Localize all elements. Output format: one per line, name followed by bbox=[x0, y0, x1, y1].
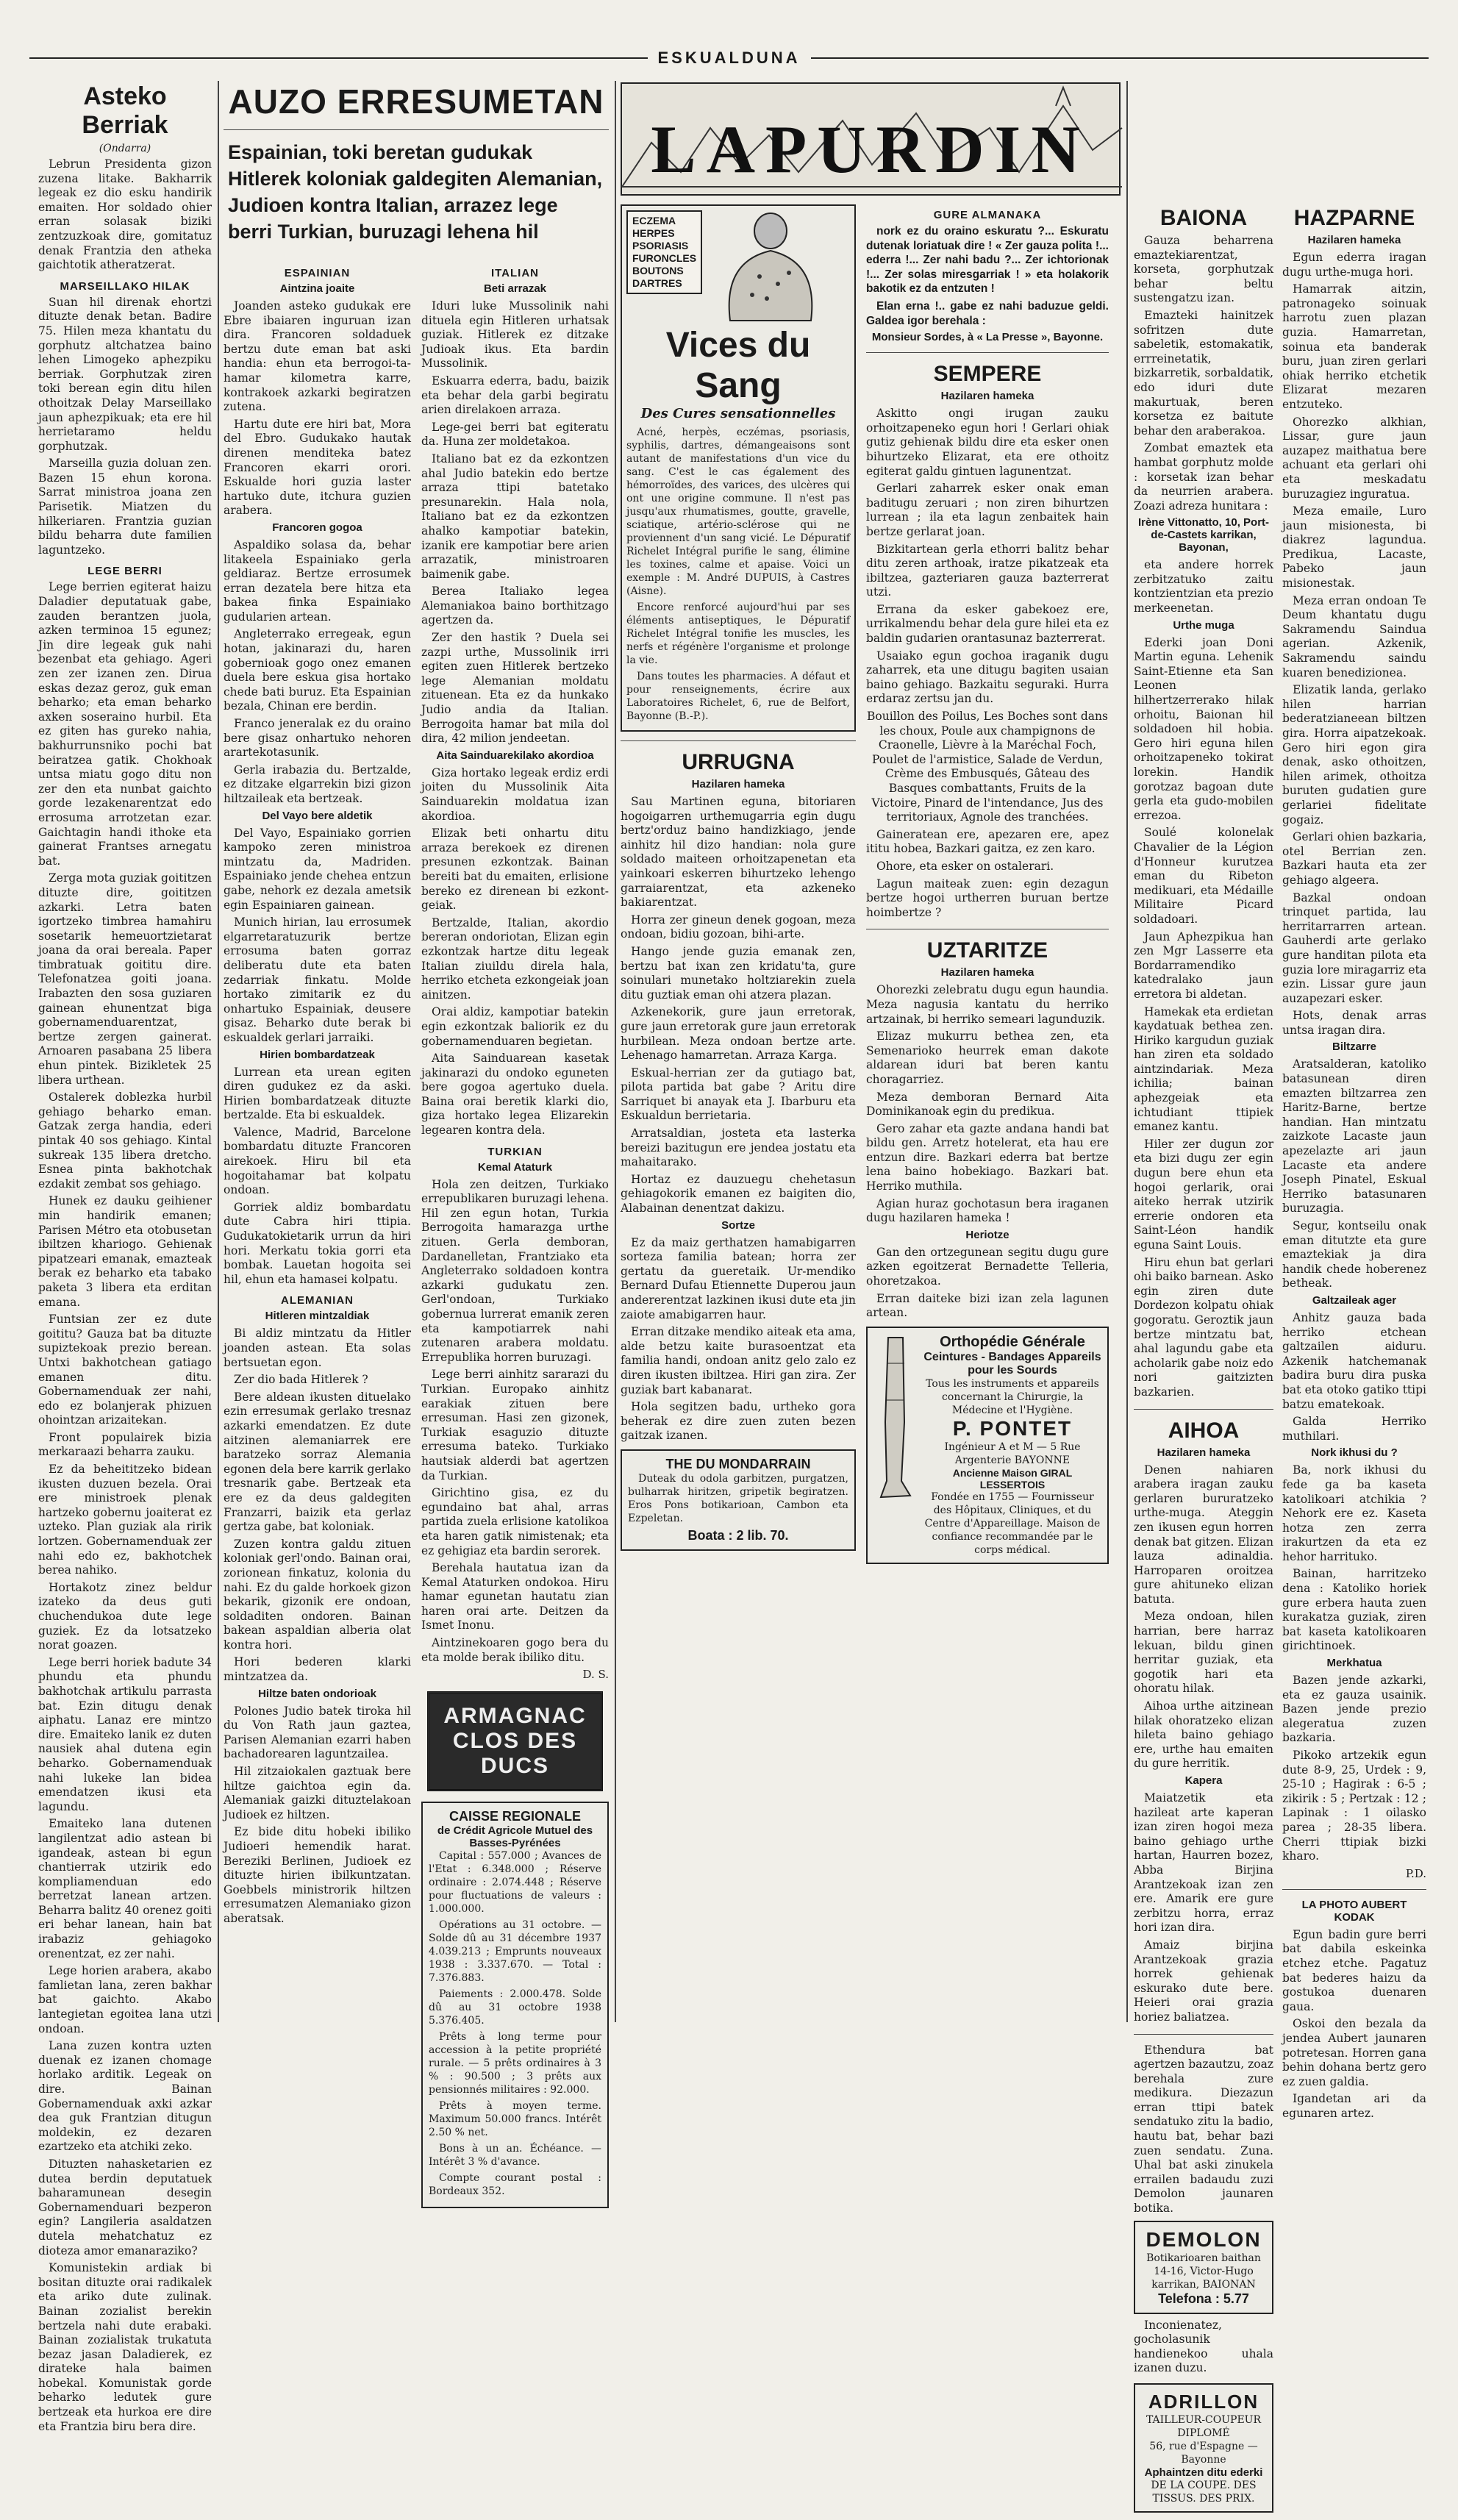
subhead: Sortze bbox=[721, 1218, 755, 1232]
subhead: Kapera bbox=[1184, 1774, 1223, 1787]
section-title: Asteko Berriak bbox=[82, 82, 168, 139]
masthead-rule bbox=[29, 49, 1429, 74]
paragraph: Galda Herriko muthilari. bbox=[1282, 1415, 1426, 1443]
paragraph: Lege berri horiek badute 34 phundu eta phundu bakhotchak artikulu parrasta bat. Ezin ditugu denak aiphatu. Lanaz ere mintzo dire. Emaiteko lanik ez duten nausiek ahal dutena egin beharko. Gobernamenduak nahi lukeke lan bidea emendatzen ikusi eta lagundu. bbox=[38, 1655, 212, 1813]
ailment: BOUTONS bbox=[632, 265, 684, 276]
paragraph: Hiru ehun bat gerlari ohi baiko barnean. Asko egin ziren dute Dordezon kolpatu ohiak gogoratu. Geroztik jaun bertze mintzatu bat, ahal lagundu gabe eta acholarik gabe noiz edo nori gaitzizten bazkarien. bbox=[1134, 1255, 1273, 1399]
advert-mondarrain bbox=[621, 1449, 856, 1551]
advert-text: Acné, herpès, eczémas, psoriasis, syphilis, dartres, démangeaisons sont autant de manifestations d'un vice du sang. C'est le cas également des hémorroïdes, des varices, des ulcères qui ont une origine commune. Il n'est pas jusqu'aux rhumatismes, goutte, gravelle, sciatique, artério-sclérose qui ne proviennent d'un sang vicié. Le Dépuratif Richelet Intégral purifie le sang, élimine les toxines, calme et apaise. Voici un exemple : M. André DUPUIS, à Castres (Aisne). bbox=[626, 426, 850, 597]
paragraph: Lege berri ainhitz sararazi du Turkian. Europako ainhitz earakiak zituen bere erresuman. Hasi zen gizonek, Turkiak esaguzio dituzte erresuma bateko. Turkiako hautsiak alderdi bat agertzen da Turkian. bbox=[421, 1368, 609, 1482]
paragraph: Angleterrako erregeak, egun hotan, jakinarazi du, haren gobernioak gogo onez emanen duela bere eskua gisa hortako chede bati buruz. Eta Espainian bezala, Chinan ere berdin. bbox=[224, 627, 411, 713]
paragraph: Gaineratean ere, apezaren ere, apez ititu hobea, Bazkari gaitza, ez zen karo. bbox=[866, 827, 1109, 856]
advert-subtitle: de Crédit Agricole Mutuel des Basses-Pyrénées bbox=[437, 1824, 593, 1850]
divider bbox=[621, 740, 856, 741]
ailment: PSORIASIS bbox=[632, 240, 689, 251]
paragraph: Joanden asteko gudukak ere Ebre ibaiaren inguruan izan dira. Francoren soldaduek bertzu dute eman bat aski handia: ehun eta berrogoi-ta-hamar kilometra karre, kontrakoek azkarki begiratzen zutena. bbox=[224, 299, 411, 414]
paragraph: eta andere horrek zerbitzatuko zaitu kontzientzian eta prezio merkeenetan. bbox=[1134, 558, 1273, 615]
signature: P.D. bbox=[1405, 1866, 1426, 1880]
address: Monsieur Sordes, à « La Presse », Bayonne. bbox=[871, 331, 1104, 344]
paragraph: Bainan, harritzeko dena : Katoliko horiek gure erbera hauta zuen kurakatza guziak, ziren bat kaseta katolikoaren girichtinoek. bbox=[1282, 1567, 1426, 1653]
advert-text: Opérations au 31 octobre. — Solde dû au 31 décembre 1937 4.039.213 ; Emprunts nouveaux 1938 : 3.337.670. — Total : 7.376.883. bbox=[429, 1919, 601, 1985]
advert-text: Encore renforcé aujourd'hui par ses éléments antiseptiques, le Dépuratif Richelet Intégral tonifie les muscles, les nerfs et régénère l'organisme et prolonge la vie. bbox=[626, 602, 850, 666]
advert-text: 56, rue d'Espagne — Bayonne bbox=[1149, 2441, 1258, 2466]
advert-text: Prêts à long terme pour accession à la petite propriété rurale. — 5 prêts ordinaires à 3 % : 90.500 ; 3 prêts aux pensionnés militaires : 92.000. bbox=[429, 2031, 601, 2096]
paragraph: Zerga mota guziak goititzen dituzte dire, goititzen azkarki. Letra baten igortzeko timbrea hamahiru sosetarik hemeuortzietarat joana da orai bereala. Paper timbratuak goititu dire. Telefonatzea goiti joana. Irabazten den sosa guziaren gainean ehunentzat biga gobernamenduarentzat, bertze zergen gainerat. Arnoaren pasabana 25 libera ehun pintek. Bizikletek 25 libera urthean. bbox=[38, 871, 212, 1087]
subcolumn-right bbox=[866, 201, 1109, 1570]
paragraph: Hortaz ez dauzuegu chehetasun gehiagokorik emanen ez baigiten dio, Alabainan denentzat dakizu. bbox=[621, 1172, 856, 1216]
paragraph: Ez bide ditu hobeki ibiliko Judioeri hemendik harat. Bereziki Berlinen, Judioek ez dituzte hirien ibilkuntzatan. Goebbels ministrorik hiltzen erresumatzen Alemaniako gizon aberatsak. bbox=[224, 1825, 411, 1925]
paragraph: Bazkal ondoan trinquet partida, lau herritarrarren artean. Gauherdi arte gerlako gure handitan pilota eta guzia lore miragarriz eta ezin. Lissar gure jaun auzapezari esker. bbox=[1282, 890, 1426, 1005]
paragraph: Gerla irabazia du. Bertzalde, ez ditzake elgarrekin bizi gizon hiltzaileak eta bertzeak. bbox=[224, 763, 411, 805]
paragraph: Lege horien arabera, akabo famlietan lana, zeren bakhar bat gaichto. Akabo lantegietan egoitea lana utzi ondoan. bbox=[38, 1964, 212, 2035]
paragraph: Eskuarra ederra, badu, baizik eta behar dela garbi begiratu arien direlakoen arraza. bbox=[421, 374, 609, 417]
paragraph: Aratsalderan, katoliko batasunean diren emazten biltzarrea zen Haritz-Barne, bertze handian. Han mintzatu zaizkote Lacaste jaun apezelazte ari jaun Lacaste eta andere Joseph Pinatel, Eskual Herriko batasunaren buruzagia. bbox=[1282, 1057, 1426, 1216]
paragraph: Jaun Aphezpikua han zen Mgr Lasserre eta Bordarramendiko katedralako jaun erretora bi aldetan. bbox=[1134, 929, 1273, 1001]
paragraph: Emazteki hainitzek sofritzen dute sabeletik, estomakatik, errreinetatik, bizkarretik, sorbaldatik, edo iduri dute makurtuak, beren korsetza ez baitute behar den araberakoa. bbox=[1134, 308, 1273, 438]
subhead: ITALIAN bbox=[490, 267, 540, 279]
subhead: Hazilaren hameka bbox=[940, 966, 1034, 979]
man-back-illustration bbox=[708, 210, 833, 321]
advert-title: Orthopédie Générale bbox=[940, 1333, 1085, 1350]
paragraph: Gauza beharrena emaztekiarentzat, korseta, gorphutzak behar beltu sustengatzu izan. bbox=[1134, 234, 1273, 305]
paragraph: Ethendura bat agertzen bazautzu, zoaz berehala zure medikura. Diezazun erran ttipi batek sendatuko zitu la badio, hautu bat, behar bazi zuen sendatu. Zuna. Uhal bat aski zinukela errailen badaudu zuzi Demolon jaunaren botika. bbox=[1134, 2043, 1273, 2216]
paragraph: Del Vayo, Espainiako gorrien kampoko zeren ministroa mintzatu da, Madriden. Espainiako jende chehea entzun gabe, nehork ez dezala ametsik egin Espainiaren gainean. bbox=[224, 826, 411, 912]
paragraph: Front populairek bizia merkaraazi beharra zauku. bbox=[38, 1430, 212, 1459]
advert-title: ADRILLON bbox=[1148, 2391, 1259, 2413]
paragraph: Aintzinekoaren gogo bera du eta molde berak ibiliko ditu. bbox=[421, 1636, 609, 1664]
paragraph: Elizaz mukurru bethea zen, eta Semenarioko heurrek eman dakote aldarean iduri bat beren kantu choragarriez. bbox=[866, 1029, 1109, 1086]
subhead: ESPAINIAN bbox=[284, 267, 351, 279]
subhead: Hirien bombardatzeak bbox=[260, 1048, 375, 1061]
advert-text: Dans toutes les pharmacies. A défaut et pour renseignements, écrire aux Laboratoires Richelet, 6, rue de Belfort, Bayonne (B.-P.). bbox=[626, 671, 850, 722]
paragraph: Maiatzetik eta hazileat arte kaperan izan ziren hogoi meza baino gehiago urthe hartan, Haurren bozez, Abba Birjina Arantzekoak izan zen ere. Amarik ere gure zerbitzu horra, erraz hori izan dira. bbox=[1134, 1791, 1273, 1935]
section-title: AIHOA bbox=[1168, 1418, 1240, 1443]
paragraph: Bere aldean ikusten dituelako ezin erresumak gerlako tresnaz azkarki emendatzen. Ez dute aitzinen alemaniarrek ere baratzeko sorraz Alemania egonen dela bere karrik gerlako tresnarik gabe. Bertzeak eta ere ez da deus galdegiten Franzarri, baizik eta gerlaz gertza gabe, bat koloniak. bbox=[224, 1390, 411, 1534]
advert-title: THE DU MONDARRAIN bbox=[665, 1456, 811, 1471]
paragraph: Emaiteko lana dutenen langilentzat adio astean bi igandeak, astean bi egun chantierrak utzirik edo kompliamenduan edo berretzat lanean artzen. Beharra balitz 40 orenez goiti eri behar lanean, hain bat irabaziz gehiagoko orenentzat, ez zer nahi. bbox=[38, 1817, 212, 1960]
paragraph: Bizkitartean gerla ethorri balitz behar ditu zeren arthoak, iratze pikatzeak eta ibiltzea, gazteriaren gauza bazterrerat utzi. bbox=[866, 542, 1109, 599]
paragraph: Hil zitzaiokalen gaztuak bere hiltze gaichtoa egin da. Alemaniak gaizki dituztelakoan Judioek ez hiltzen. bbox=[224, 1765, 411, 1821]
paragraph: Hango jende guzia emanak zen, bertzu bat ixan zen kridatu'ta, gure soinulari munetako holtziarekin zuela ditu guztiak eman ohi atzera plazan. bbox=[621, 944, 856, 1002]
advert-price: Boata : 2 lib. 70. bbox=[687, 1527, 789, 1543]
paragraph: Ohore, eta esker on ostalerari. bbox=[876, 859, 1054, 873]
paragraph: Errana da esker gabekoez ere, urrikalmendu behar dela gure hilei eta ez baldin gudarien orantasunaz bazterrerat. bbox=[866, 602, 1109, 646]
two-column-body bbox=[224, 260, 609, 2213]
lapurdin-title: LAPURDIN bbox=[651, 112, 1090, 187]
subhead: Beti arrazak bbox=[483, 282, 547, 295]
paragraph: Meza erran ondoan Te Deum khantatu dugu Sakramendu Saindua agerian. Azkenik, Sakramendu saindu kuaren benedizionea. bbox=[1282, 593, 1426, 679]
subcolumn-left bbox=[224, 260, 411, 2213]
paragraph: Elizatik landa, gerlako hilen harrian bederatzianeean biltzen gira. Horra aipatzekoak. Gero hiri egon gira denak, asko othoitzen, hilen arimek, othoitza buruten gudatien gure gerlariei fidelitate gogaiz. bbox=[1282, 683, 1426, 827]
paragraph: Agian huraz gochotasun bera iraganen dugu hazilaren hameka ! bbox=[866, 1196, 1109, 1225]
paragraph: Munich hirian, lau errosumek elgarretaratuzurik bertze errosuma baten gorraz deliberatu dute eta baten zedarriak finkatu. Molde hortako zimitarik ez du onhartuko Espainiak, deusere gisaz. Beharko dute berak bi eskualdek gerlari jarraiki. bbox=[224, 915, 411, 1044]
column-auzo-erresumetan bbox=[224, 82, 609, 2198]
advert-text: Compte courant postal : Bordeaux 352. bbox=[429, 2172, 601, 2198]
ailments-box bbox=[626, 210, 702, 294]
advert-text: Botikarioaren baithan bbox=[1146, 2252, 1261, 2264]
byline: (Ondarra) bbox=[99, 143, 151, 154]
paragraph: Hamekak eta erdietan kaydatuak bethea zen. Hiriko kargudun guziak han ziren eta soldado aintzindariak. Meza ichilia; bainan aphezgeiak eta ichtudiant ttipiek emanez kantu. bbox=[1134, 1004, 1273, 1134]
paragraph: Azkenekorik, gure jaun erretorak, gure jaun erretorak gure jaun erretorak hurbilean. Meza ondoan bertze arte. Lehenago hamarretan. Arraza Karga. bbox=[621, 1005, 856, 1063]
paragraph: Erran daiteke bizi izan zela lagunen artean. bbox=[866, 1291, 1109, 1320]
divider bbox=[1134, 1409, 1273, 1410]
paragraph: Italiano bat ez da ezkontzen ahal Judio batekin edo bertze arraza ttipi batetako presunarekin. Hala nola, Italiano bat ez da ezkontzen ahalko kampotiar batekin, izanik ere kampotiar bere arien arrazatik, ministroaren baimenik gabe. bbox=[421, 451, 609, 581]
lapurdin-banner bbox=[621, 82, 1121, 196]
section-title: URRUGNA bbox=[682, 750, 795, 774]
paragraph: Soulé kolonelak Chavalier de la Légion d'Honneur kurutzea eman du Ribeton medikuari, eta Médaille Militaire Picard soldadoari. bbox=[1134, 826, 1273, 926]
advert-text: Tous les instruments et appareils concernant la Chirurgie, la Médecine et l'Hygiène. bbox=[926, 1377, 1099, 1416]
subhead: Francoren gogoa bbox=[272, 521, 362, 534]
paragraph: Hola segitzen badu, urtheko gora beherak ez dire zuen zuten bezen gaitzak izanen. bbox=[621, 1400, 856, 1443]
subcolumn-left bbox=[621, 201, 856, 1570]
subhead: TURKIAN bbox=[487, 1145, 543, 1158]
paragraph: Giza hortako legeak erdiz erdi joiten du Mussolinik Aita Sainduarekin moldatua izan akordioa. bbox=[421, 765, 609, 823]
paragraph: Eskual-herrian zer da gutiago bat, pilota partida bat gabe ? Aritu dire Sarriquet bi anayak eta J. Ibarburu eta Eskualdun berrietaria. bbox=[621, 1066, 856, 1123]
subhead: ALEMANIAN bbox=[281, 1294, 354, 1307]
paragraph: Ostalerek doblezka hurbil gehiago beharko eman. Gatzak zerga handia, ederi pintak 40 sos gehiago. Kintal sukreak 135 libera dretcho. Esnea pinta bakhotchak ezdakit zembat sos gehiago. bbox=[38, 1091, 212, 1191]
subhead: Galtzaileak ager bbox=[1312, 1293, 1397, 1307]
section-title: SEMPERE bbox=[933, 362, 1042, 387]
ailment: DARTRES bbox=[632, 277, 682, 289]
advert-text: TAILLEUR-COUPEUR DIPLOMÉ bbox=[1146, 2414, 1262, 2439]
paragraph: Gerlari zaharrek esker onak eman baditugu zeruari ; non ziren bihurtzen lurrean ; ila eta lagun zenbaitek hain bertze gerlarat joan. bbox=[866, 482, 1109, 538]
paragraph: Gero zahar eta gazte andana handi bat bildu gen. Arretz hotelerat, eta hau ere entzun dire. Bazkari ederra bat bertze lena baino hobekiago. Bazkari bat. Herriko muthila. bbox=[866, 1121, 1109, 1193]
paragraph: Orai aldiz, kampotiar batekin egin ezkontzak baliorik ez du gobernamenduaren begietan. bbox=[421, 1005, 609, 1048]
paragraph: Gan den ortzegunean segitu dugu gure azken egoitzerat Bernadette Telleria, ohoretzakoa. bbox=[866, 1245, 1109, 1288]
advert-text: Aphaintzen ditu ederki bbox=[1144, 2466, 1263, 2479]
ailment: HERPES bbox=[632, 227, 675, 239]
advert-text: DE LA COUPE. DES TISSUS. DES PRIX. bbox=[1151, 2480, 1257, 2505]
paragraph: Ez da beheititzeko bidean ikusten duzuen bezela. Orai ere ministroek plenak hartzeko gobernu joaiterat ez uzteko. Plan guziak ala ririk lortzen. Gobernamenduak zer nahi edo ez, bakhotchek berea nahiko. bbox=[38, 1463, 212, 1577]
column-rule bbox=[1126, 81, 1128, 2022]
paragraph: nork ez du oraino eskuratu ?... Eskuratu dutenak loriatuak dire ! « Zer gauza polita !... ederra !... Zer nahi badu ?... Zer ichtorionak !... Zer solas miresgarriak ! » eta holakorik bakotik ez da entzuten ! bbox=[866, 225, 1109, 296]
column-lapurdin-right bbox=[1134, 82, 1428, 2505]
advert-title: CAISSE REGIONALE bbox=[449, 1809, 582, 1824]
subhead: MARSEILLAKO HILAK bbox=[60, 279, 190, 293]
subhead: LEGE BERRI bbox=[87, 565, 162, 578]
subhead: Hazilaren hameka bbox=[1307, 234, 1401, 246]
paragraph: Lana zuzen kontra uzten duenak ez izanen chomage horlako arditik. Legeak on dire. Bainan Gobernamenduak axki azkar dea guk Frantzian ditugun moldekin, ez dezaren ezartzeko eta atchiki zeko. bbox=[38, 2039, 212, 2154]
paragraph: Meza ondoan, hilen harrian, bere harraz lekuan, bildu ginen herritar guziak, eta gogotik hari eta ohoratu hilak. bbox=[1134, 1610, 1273, 1696]
paragraph: Aspaldiko solasa da, behar litakeela Espainiako gerla geldiaraz. Bertze errosumek erran dezatela bere hitza eta bakea finka Espainiako gudularien artean. bbox=[224, 538, 411, 624]
paragraph: Oskoi den bezala da jendea Aubert jaunaren potretesan. Horren gana behin dohana bertz gero ez zuen galdia. bbox=[1282, 2017, 1426, 2088]
subhead: LA PHOTO AUBERT KODAK bbox=[1301, 1898, 1407, 1924]
paragraph: Ez da maiz gerthatzen hamabigarren sorteza familia batean; horra zer gertatu da gueretaik. Ur-mendiko Bernard Dufau Etiennette Duperou jaun andererentzat lazkinen ikusi dute eta jin zaiote amabigarren haur. bbox=[621, 1235, 856, 1321]
column-rule bbox=[615, 81, 616, 2022]
paragraph: Hiler zer dugun zor eta bizi dugu zer egin dugun bere ehun eta hogoi gerlarik, orai aiteko herrak utzirik errerie ondoren eta Saint-Léon handik eguna Saint Louis. bbox=[1134, 1137, 1273, 1252]
advert-subtitle: Ceintures - Bandages Appareils pour les Sourds bbox=[923, 1350, 1101, 1377]
advert-demolon bbox=[1134, 2221, 1273, 2314]
paragraph: Hartu dute ere hiri bat, Mora del Ebro. Gudukako hautak direnen menditeka batez Francoren ekarri orori. Eskualde hori guzia laster hartuko dute, itchura guzien arabera. bbox=[224, 417, 411, 518]
paragraph: Zer den hastik ? Duela sei zazpi urthe, Mussolinik irri egiten zuen Hitlerek bertzeko lege Alemanian moldatu zituenean. Eta ez da hunkako Judio andia da Italian. Berrogoita hamar bat mila dol dira, 42 milion jendeetan. bbox=[421, 631, 609, 746]
two-column-body bbox=[1134, 200, 1428, 2520]
paragraph: Hori bederen klarki mintzatzea da. bbox=[224, 1655, 411, 1684]
advert-text: Prêts à moyen terme. Maximum 50.000 francs. Intérêt 2.50 % net. bbox=[429, 2100, 601, 2139]
advert-orthopedie bbox=[866, 1327, 1109, 1564]
column-lapurdin-left bbox=[621, 82, 1121, 2009]
paragraph: Hortakotz zinez beldur izateko da deus guti chuchendukoa dute lege guziek. Ez da lotsatzeko norat goazen. bbox=[38, 1580, 212, 1652]
masthead-title: ESKUALDUNA bbox=[648, 49, 811, 68]
section-title: BAIONA bbox=[1159, 206, 1248, 230]
paragraph: Berea Italiako legea Alemaniakoa baino borthitzago agertzen da. bbox=[421, 585, 609, 627]
paragraph: Egun badin gure berri bat dabila eskeinka etchez etche. Pagatuz bat bederes haizu da gostukoa duenaren gaua. bbox=[1282, 1927, 1426, 2013]
paragraph: Valence, Madrid, Barcelone bombardatu dituzte Francoren airekoek. Hiru bil eta hogoitahamar bat kolpatu ondoan. bbox=[224, 1125, 411, 1197]
section-title: AUZO ERRESUMETAN bbox=[228, 82, 604, 121]
advert-text: Ingénieur A et M — 5 Rue Argenterie BAYONNE bbox=[944, 1441, 1081, 1466]
advert-text: Capital : 557.000 ; Avances de l'Etat : 6.348.000 ; Réserve ordinaire : 2.074.448 ; Réserve pour fluctuations de valeurs : 1.000.000. bbox=[429, 1850, 601, 1916]
paragraph: Bertzalde, Italian, akordio bereran ondoriotan, Elizan egin ezkontzak hartze ditu legeak Italian ziuildu direla hala, herriko etcheta ezkongeiak joan ainitzen. bbox=[421, 915, 609, 1002]
paragraph: Gerlari ohien bazkaria, otel Berrian zen. Bazkari hauta eta zer gehiago algeera. bbox=[1282, 830, 1426, 887]
subhead: GURE ALMANAKA bbox=[933, 209, 1042, 221]
subhead: Hazilaren hameka bbox=[1157, 1446, 1251, 1459]
advert-name: P. PONTET bbox=[952, 1416, 1073, 1440]
subhead: Hitleren mintzaldiak bbox=[265, 1310, 370, 1323]
divider bbox=[224, 129, 609, 130]
paragraph: Dituzten nahasketarien ez dutea berdin deputatuek baharamunean desegin Gobernamenduari bezperon egin? Langileria asaldatzen dutela mehatchatuz ez dioteza amor emanaraziko? bbox=[38, 2157, 212, 2257]
paragraph: Arratsaldian, josteta eta lasterka bereizi bazitugun ere jendea jostatu eta mahaitarako. bbox=[621, 1127, 856, 1169]
advert-title: DEMOLON bbox=[1146, 2227, 1262, 2251]
menu-list: Bouillon des Poilus, Les Boches sont dans les choux, Poule aux champignons de Craonelle, Lièvre à la Maréchal Foch, Poulet de l'armistice, Salade de Verdun, Crème des Embusqués, Gâteau des Basques combattants, Fruits de la Victoire, Pinard de l'intendance, Jus des territoriaux, Agnole des tranchées. bbox=[867, 710, 1108, 824]
advert-text: Paiements : 2.000.478. Solde dû au 31 octobre 1938 5.376.405. bbox=[429, 1988, 601, 2027]
paragraph: Bi aldiz mintzatu da Hitler joanden astean. Eta solas bertsuetan egon. bbox=[224, 1327, 411, 1369]
advert-caisse-regionale bbox=[421, 1802, 609, 2208]
paragraph: Hola zen deitzen, Turkiako errepublikaren buruzagi lehena. Hil zen egun hotan, Turkia Berrogoita hamarazga urthe zituen. Gerla demboran, Dardanelletan, Frantziako eta Angleterrako soldadoen kontra azkarki gudukatu zen. Gerl'ondoan, Turkiako gobernua lurrerat emanik zeren eta kampotiarrek nahi zutenaren arabera moldatu. Errepublika horren buruzagi. bbox=[421, 1177, 609, 1364]
paragraph: Pikoko artzekik egun dute 8-9, 25, Urdek : 9, 25-10 ; Hagirak : 6-5 ; zikirik : 5 ; Pertzak : 12 ; Lapinak : 1 oilasko parea ; 28-35 libera. Cherri ttipiak bizki kharo. bbox=[1282, 1749, 1426, 1863]
paragraph: Bazen jende azkarki, eta ez gauza usainik. Bazen jende prezio alegeratua zuzen bazkaria. bbox=[1282, 1674, 1426, 1745]
subhead: Del Vayo bere aldetik bbox=[262, 809, 373, 822]
paragraph: Zombat emaztek eta hambat gorphutz molde : korsetak izan behar da neurrien arabera. Zoazi adreza hunitara : bbox=[1134, 441, 1273, 513]
paragraph: Hunek ez dauku geihiener min handirik emanen; Parisen Métro eta otobusetan ibiltzen khariogo. Gehienak pipatzeari emanak, emazteak berak ez beharko eta tabako paketa 3 libera eta erditan emana. bbox=[38, 1194, 212, 1309]
paragraph: Denen nahiaren arabera iragan zauku gerlaren bururatzeko urthe-muga. Ateggin zen ikusen egun horren denak bat gitzen. Elizan lauza adinaldia. Harroparen oroitzea gure ahituneko elizan batuta. bbox=[1134, 1463, 1273, 1606]
paragraph: Anhitz gauza bada herriko etchean galtzailen aiduru. Azkenik hatchemanak badira buru dira puska bat eta otoko gatiko ttipi batzu ematekoak. bbox=[1282, 1310, 1426, 1411]
paragraph: Segur, kontseilu onak eman ditutzte eta gure emaztekiak ja dira handik chede hoberenez betheak. bbox=[1282, 1219, 1426, 1291]
paragraph: Funtsian zer ez dute goititu? Gauza bat ba dituzte supiztekoak prezio berean. Untxi bakhotchean gatiago emanen ditu. Gobernamenduak zer nahi, edo ez bolanjerak phizuen ohointzan arizaitekan. bbox=[38, 1313, 212, 1427]
subhead: Aintzina joaite bbox=[279, 282, 355, 295]
paragraph: Marseilla guzia doluan zen. Bazen 15 ehun korona. Sarrat ministroa joana zen Parisetik. Miatzen du hilkeriaren. Frantzia guzian bildu beharra dute familien laguntzeko. bbox=[38, 457, 212, 557]
signature: D. S. bbox=[582, 1668, 609, 1682]
subhead: Nork ikhusi du ? bbox=[1311, 1446, 1398, 1460]
paragraph: Aihoa urthe aitzinean hilak ohoratzeko elizan hileta baino gehiago ere, urthe hau emaiten du gure herritik. bbox=[1134, 1699, 1273, 1771]
paragraph: Meza emaile, Luro jaun misionesta, bi diakrez lagundua. Predikua, Lacaste, Pabeko jaun misionestak. bbox=[1282, 504, 1426, 590]
paragraph: Berehala hautatua izan da Kemal Ataturken ondokoa. Hiru hamar egunetan hautatu zian haren orai arte. Deitzen da Ismet Inonu. bbox=[421, 1561, 609, 1632]
subhead: Hazilaren hameka bbox=[691, 778, 785, 790]
advert-text: 14-16, Victor-Hugo karrikan, BAIONAN bbox=[1151, 2265, 1256, 2291]
advert-armagnac: ARMAGNAC CLOS DES DUCS bbox=[427, 1691, 603, 1791]
advert-vices-du-sang bbox=[621, 204, 856, 732]
subhead: Kemal Ataturk bbox=[477, 1160, 553, 1174]
advert-subtitle: Des Cures sensationnelles bbox=[640, 406, 836, 421]
subhead: Aita Sainduarekilako akordioa bbox=[436, 749, 594, 762]
subcolumn-right bbox=[421, 260, 609, 2213]
ailment: ECZEMA bbox=[632, 215, 676, 226]
divider bbox=[1134, 2034, 1273, 2035]
paragraph: Lege-gei berri bat egiteratu da. Huna zer moldetakoa. bbox=[421, 420, 609, 449]
subhead: Heriotze bbox=[965, 1228, 1009, 1241]
paragraph: Komunistekin ardiak bi bositan dituzte orai radikalek eta ariko dute zulinak. Bainan zozialist berekin bertzela nahi dute erabaki. Bainan zozialistak trukatuta bezaz jasan Daladierek, ez dirateke hala baimen hobekal. Komunistak gorde beharko ledutek gure bertzeak eta hurkoa ere dire eta Frantzia biru bera dire. bbox=[38, 2261, 212, 2433]
paragraph: Amaiz birjina Arantzekoak grazia horrek gehienak eskurako dute bere. Heieri orai grazia horiez baliatzea. bbox=[1134, 1938, 1273, 2024]
column-asteko-berriak bbox=[38, 82, 212, 2433]
paragraph: Askitto ongi irugan zauku orhoitzapeneko egun hori ! Gerlari ohiak gutiz gehienak bildu dire eta esker onen bihurtzeko Elizarat, eta ere othoitz egiterat galdu gintuen lagunentzat. bbox=[866, 407, 1109, 478]
lead-headline: Espainian, toki beretan gudukak Hitlerek koloniak galdegiten Alemanian, Judioen kontra Italian, arrazez lege berri Turkian, buruzagi lehena hil bbox=[228, 141, 603, 243]
paragraph: Aita Sainduarean kasetak jakinarazi du ondoko eguneten bere gogoa agertuko duela. Baina orai beretik klarki dio, giza hortako legea Elizarekin legearen kontra dela. bbox=[421, 1052, 609, 1138]
paragraph: Lege berrien egiterat haizu Daladier deputatuak gabe, zauden berantzen juola, azken terminoa 15 egunez; Jin dire legeak guk nahi bezenbat eta gehiago. Ageri zen zer izanen zen. Dirua eskas dezaz geroz, guk eman beharko; eta eman beharko axken soseraino hurbil. Eta ez giten has gureko nahia, bakhurrunsniko pochi bat beiratzea gatik. Chokhoak untsa miatu gogo ditu non zer den eta nunbat gaichto gorde lezakenarentzat edo errosuma arrotzetan ezar. Gaichtagin handi ithoke eta gainerat Frantses arnegatu bat. bbox=[38, 580, 212, 868]
paragraph: Girichtino gisa, ez du egundaino bat ahal, arras partida zuela erlisione katolikoa eta haren gatik nimistenak; eta ez gehigiaz eta bardin serorek. bbox=[421, 1486, 609, 1557]
ailment: FURONCLES bbox=[632, 252, 697, 264]
paragraph: Inconienatez, gocholasunik handienekoo uhala izanen duzu. bbox=[1134, 2318, 1273, 2375]
paragraph: Usaiako egun gochoa iraganik dugu zaharrek, eta une ditugu bagiten usaian baino gehiago. Bazkaitu seguraki. Hurra erdaraz zertsu jan du. bbox=[866, 649, 1109, 706]
divider bbox=[1282, 1889, 1426, 1890]
advert-text: Ancienne Maison GIRAL LESSERTOIS bbox=[952, 1466, 1073, 1491]
subcolumn-right bbox=[1282, 200, 1426, 2520]
paragraph: Lurrean eta urean egiten diren gudukez ez da aski. Hirien bombardatzeak dituzte bertzalde. Eta bi eskualdek. bbox=[224, 1065, 411, 1122]
paragraph: Hots, denak arras untsa iragan dira. bbox=[1282, 1009, 1426, 1037]
divider bbox=[866, 352, 1109, 353]
paragraph: Horra zer gineun denek gogoan, meza ondoan, bidiu gozoan, bihi-arte. bbox=[621, 913, 856, 941]
leg-brace-illustration bbox=[873, 1334, 918, 1503]
paragraph: Lebrun Presidenta gizon zuzena litake. Bakharrik legeak ez dio esku handirik emaiten. Hor soldado ohier erran solasak biziki zentzuzkoak dire, gomitatuz denak Frantzia den atheka gaichtotik atheratzerat. bbox=[38, 157, 212, 272]
paragraph: Gorriek aldiz bombardatu dute Cabra hiri ttipia. Gudukatokietarik urrun da hiri hori. Merkatu tokia gorri eta bombak. Lauetan hogoita sei hil, ehun eta hamasei kolpatu. bbox=[224, 1200, 411, 1286]
paragraph: Erran ditzake mendiko aiteak eta ama, alde betzu kaite burasoentzat eta familia handi, ondoan anitz gelo zalo ez diren ikusten ibiltzea. Hiri gan zira. Zer guziak bart kabanarat. bbox=[621, 1325, 856, 1396]
advert-phone: Telefona : 5.77 bbox=[1158, 2291, 1249, 2306]
paragraph: Meza demboran Bernard Aita Dominikanoak egin du predikua. bbox=[866, 1090, 1109, 1118]
advert-title: Vices du Sang bbox=[665, 326, 811, 405]
advert-text: Duteak du odola garbitzen, purgatzen, bulharrak hiritzen, gripetik begiratzen. Eros Pons botikarioan, Cambon eta Ezpeletan. bbox=[628, 1472, 848, 1524]
subhead: Merkhatua bbox=[1326, 1657, 1382, 1670]
section-title: UZTARITZE bbox=[926, 938, 1048, 963]
subhead: Hiltze baten ondorioak bbox=[258, 1687, 376, 1700]
advert-text: Bons à un an. Échéance. — Intérêt 3 % d'avance. bbox=[429, 2143, 601, 2169]
paragraph: Igandetan ari da egunaren artez. bbox=[1282, 2092, 1426, 2120]
paragraph: Elizak beti onhartu ditu arraza berekoek ez direnen presunen ezkontzak. Bainan bereiti bat du emaiten, erlisione bereko ez direnean bi ezkont-geiak. bbox=[421, 827, 609, 913]
paragraph: Lagun maiteak zuen: egin dezagun bertze hogoi urtherren buruan bertze hoimbertze ? bbox=[866, 877, 1109, 919]
paragraph: Polones Judio batek tiroka hil du Von Rath jaun gaztea, Parisen Alemanian ezarri haben bachadorearen laguntzailea. bbox=[224, 1704, 411, 1761]
paragraph: Ohorezki zelebratu dugu egun haundia. Meza nagusia kantatu du herriko artzainak, bi herriko semeari lagunduzik. bbox=[866, 983, 1109, 1026]
paragraph: Zer dio bada Hitlerek ? bbox=[234, 1373, 368, 1387]
subhead: Biltzarre bbox=[1332, 1041, 1377, 1054]
paragraph: Franco jeneralak ez du oraino bere gisaz onhartuko nehoren arartekotasunik. bbox=[224, 717, 411, 760]
paragraph: Suan hil direnak ehortzi dituzte denak betan. Badire 75. Hilen meza khantatu du gorphutz altchatzea baino lehen Limogeko aphezpiku berriak. Gorphutzak ziren toki berean egin ditu hilen othoitzak Delay Marseillako jaun aphezpikuak; eta ere hil herrietaramo heldu gorphutzak. bbox=[38, 295, 212, 453]
paragraph: Ohorezko alkhian, Lissar, gure jaun auzapez maithatua bere achuant eta gerlari ohi eta meskadatu buruzagiez inguratua. bbox=[1282, 415, 1426, 501]
advert-adrillon bbox=[1134, 2383, 1273, 2513]
section-title: HAZPARNE bbox=[1293, 206, 1415, 230]
paragraph: Zuzen kontra galdu zituen koloniak gerl'ondo. Bainan orai, zorionean finkatuz, kolonia du nahi. Ez du galde horkoek gizon bekarik, gizonik ere ondoan, soldaditen ondoren. Bainan bakean aspaldian alberia olat kontra hori. bbox=[224, 1537, 411, 1652]
paragraph: Egun ederra iragan dugu urthe-muga hori. bbox=[1282, 251, 1426, 279]
paragraph: Sau Martinen eguna, bitoriaren hogoigarren urthemugarria egin dugu bertz'orduz baino handizkiago, jende ainhitz hil dizo handian: nola gure soldado maiteen orhoitzapenetan eta yainkoari eskerren bihurtzeko lehengo garraiarentzat, eta azkeneko bakiarentzat. bbox=[621, 795, 856, 910]
two-column-body bbox=[621, 201, 1121, 1570]
paragraph: Iduri luke Mussolinik nahi dituela egin Hitleren urhatsak guziak. Hitlerek ez ditzake Judioak ikus. Eta bardin Mussolinik. bbox=[421, 299, 609, 371]
advert-text: Fondée en 1755 — Fournisseur des Hôpitaux, Cliniques, et du Centre d'Appareillage. Maison de confiance recommandée par le corps médical. bbox=[924, 1491, 1101, 1556]
paragraph: Elan erna !.. gabe ez nahi baduzue geldi. Galdea igor berehala : bbox=[866, 299, 1109, 327]
paragraph: Ba, nork ikhusi du fede ga ba kaseta katolikoari atchikia ? Nehork ere ez. Kaseta hotza zen zerra irakurtzen da eta ez hehor harrituko. bbox=[1282, 1463, 1426, 1563]
subhead: Hazilaren hameka bbox=[940, 390, 1034, 403]
paragraph: Hamarrak aitzin, patronageko soinuak harrotu zuen plazan guzia. Hamarretan, soinua eta banderak buru, juan ziren gerlari ohiak herriko etchetik Elizarat mezaren entzuteko. bbox=[1282, 282, 1426, 411]
paragraph: Ederki joan Doni Martin eguna. Lehenik Saint-Etienne eta San Leonen hilhertzerrerako hilak orhoitu, Baionan hil soldadoen hil hobia. Gero hiri eguna hilen orhoitzapeneko tokirat lorekin. Handik gorotzaz bagoan dute gerla eta gudo-mobilen errezoa. bbox=[1134, 635, 1273, 822]
subcolumn-left bbox=[1134, 200, 1273, 2520]
subhead: Urthe muga bbox=[1173, 618, 1234, 632]
column-rule bbox=[218, 81, 219, 2022]
address: Irène Vittonatto, 10, Port-de-Castets karrikan, Bayonan, bbox=[1137, 516, 1270, 554]
